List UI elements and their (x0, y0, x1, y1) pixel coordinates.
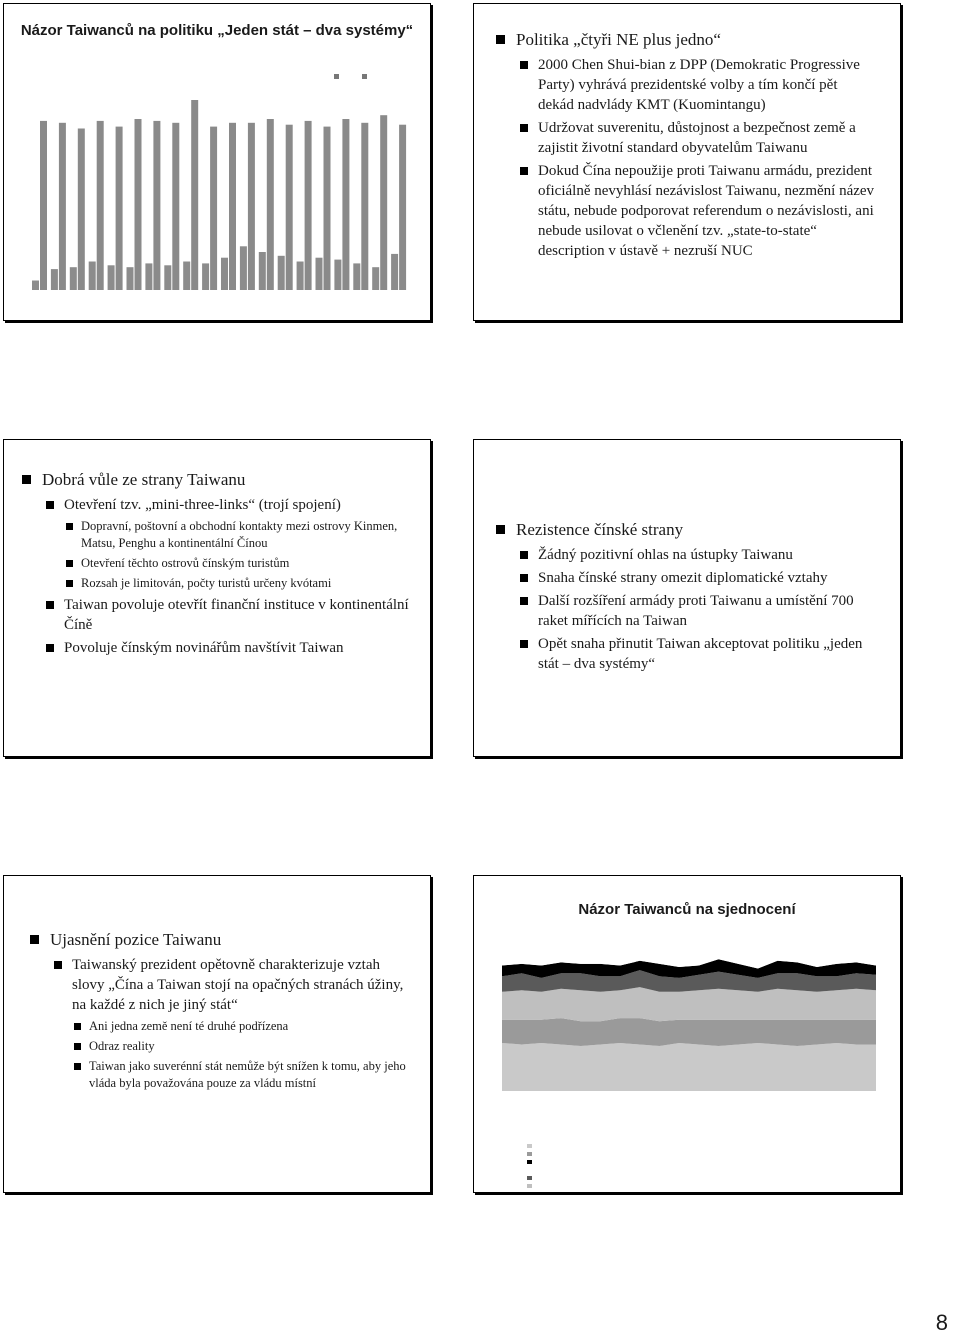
bar (59, 123, 66, 290)
bar (399, 125, 406, 290)
bar (391, 254, 398, 290)
bullet-text: Ani jedna země není té druhé podřízena (89, 1019, 289, 1033)
bullet-item-level-3 (74, 1058, 410, 1092)
bullet-text: Další rozšíření armády proti Taiwanu a umístění 700 raket mířících na Taiwan (538, 593, 854, 629)
bar-chart (4, 4, 430, 320)
bullet-text: Otevření tzv. „mini-three-links“ (trojí spojení) (64, 497, 341, 513)
bullet-text: Dobrá vůle ze strany Taiwanu (42, 470, 246, 489)
bullet-item-level-2 (520, 55, 876, 115)
bar (259, 252, 266, 290)
bullet-text: Politika „čtyři NE plus jedno“ (516, 30, 721, 49)
bullet-item-level-3 (66, 555, 414, 572)
area-series (502, 1018, 876, 1046)
area-series (502, 987, 876, 1021)
square-bullet-icon (30, 935, 39, 944)
bar (221, 258, 228, 290)
bar (297, 262, 304, 291)
bullet-text: Odraz reality (89, 1039, 155, 1053)
legend-marker (362, 74, 367, 79)
bar (324, 127, 331, 290)
bar (361, 123, 368, 290)
bar (135, 119, 142, 290)
bullet-item-level-2 (46, 595, 414, 635)
square-bullet-icon (520, 167, 528, 175)
square-bullet-icon (520, 574, 528, 582)
bar (278, 256, 285, 290)
bullet-text: Snaha čínské strany omezit diplomatické vztahy (538, 570, 828, 586)
bullet-text: Rozsah je limitován, počty turistů určeny kvótami (81, 576, 332, 590)
bullet-text: Dokud Čína nepoužije proti Taiwanu armádu, prezident oficiálně nevyhlásí nezávislost Taiwanu, nezmění název státu, nebude podporovat referendum o nezávislosti, ani nebude usilovat o včlenění tzv. „state-to-state“ description v ústavě + nezruší NUC (538, 163, 875, 259)
bullet-item-level-3 (74, 1018, 410, 1035)
area-series (502, 1043, 876, 1091)
legend-marker (527, 1184, 532, 1188)
legend-marker (527, 1160, 532, 1164)
bullet-text: Povoluje čínským novinářům navštívit Taiwan (64, 640, 344, 656)
square-bullet-icon (520, 640, 528, 648)
bar (267, 119, 274, 290)
bar (97, 121, 104, 290)
bar (229, 123, 236, 290)
slide-1 (3, 3, 431, 321)
bar (145, 263, 152, 290)
bullet-text: Žádný pozitivní ohlas na ústupky Taiwanu (538, 547, 793, 563)
square-bullet-icon (46, 601, 54, 609)
square-bullet-icon (520, 551, 528, 559)
bar (89, 262, 96, 291)
bar (164, 265, 171, 290)
legend-marker (527, 1152, 532, 1156)
bar (70, 267, 77, 290)
bullet-item-level-1 (30, 929, 410, 950)
bar (305, 121, 312, 290)
bar (202, 263, 209, 290)
bullet-item-level-3 (74, 1038, 410, 1055)
bar (372, 267, 379, 290)
bullet-item-level-2 (520, 568, 886, 588)
bullet-text: Udržovat suverenitu, důstojnost a bezpečnost země a zajistit životní standard obyvatelům Taiwanu (538, 120, 856, 156)
square-bullet-icon (66, 580, 73, 587)
bullet-item-level-3 (66, 518, 414, 552)
bar (183, 262, 190, 291)
legend-marker (527, 1168, 532, 1172)
square-bullet-icon (496, 525, 505, 534)
square-bullet-icon (74, 1043, 81, 1050)
bullet-list (496, 29, 876, 264)
square-bullet-icon (66, 523, 73, 530)
bar (32, 281, 39, 291)
legend-marker (527, 1176, 532, 1180)
square-bullet-icon (520, 597, 528, 605)
bar (380, 115, 387, 290)
bullet-list (496, 519, 886, 677)
bar (210, 127, 217, 290)
bar (116, 127, 123, 290)
bullet-text: Taiwanský prezident opětovně charakterizuje vztah slovy „Čína a Taiwan stojí na opačných stranách úžiny, na každé z nich je jiný stát“ (72, 957, 404, 1013)
bullet-item-level-2 (520, 161, 876, 261)
bar (172, 123, 179, 290)
bullet-item-level-2 (520, 545, 886, 565)
legend-marker (527, 1144, 532, 1148)
square-bullet-icon (66, 560, 73, 567)
square-bullet-icon (496, 35, 505, 44)
bar (248, 123, 255, 290)
area-chart (474, 876, 900, 1192)
bar (342, 119, 349, 290)
bar (51, 269, 58, 290)
bar (240, 246, 247, 290)
slide-5 (3, 875, 431, 1193)
square-bullet-icon (520, 61, 528, 69)
bullet-text: Taiwan povoluje otevřít finanční instituce v kontinentální Číně (64, 597, 409, 633)
bar (78, 129, 85, 291)
bullet-item-level-2 (520, 634, 886, 674)
bullet-item-level-1 (22, 469, 414, 490)
bullet-text: Ujasnění pozice Taiwanu (50, 930, 222, 949)
bullet-list (30, 929, 410, 1095)
bar (127, 267, 134, 290)
slide-6 (473, 875, 901, 1193)
bullet-text: 2000 Chen Shui-bian z DPP (Demokratic Progressive Party) vyhrává prezidentské volby a tím končí pět dekád nadvlády KMT (Kuomintangu) (538, 57, 860, 113)
square-bullet-icon (520, 124, 528, 132)
square-bullet-icon (74, 1063, 81, 1070)
bullet-list (22, 469, 414, 661)
square-bullet-icon (22, 475, 31, 484)
bar (286, 125, 293, 290)
bar (334, 260, 341, 290)
bullet-item-level-1 (496, 29, 876, 50)
bullet-text: Dopravní, poštovní a obchodní kontakty mezi ostrovy Kinmen, Matsu, Penghu a kontinentální Čínou (81, 519, 398, 550)
bullet-item-level-2 (46, 495, 414, 515)
bar (191, 100, 198, 290)
page-number: 8 (935, 1310, 948, 1335)
square-bullet-icon (46, 501, 54, 509)
bar (108, 265, 115, 290)
chart-title: Názor Taiwanců na sjednocení (578, 901, 796, 918)
bullet-item-level-2 (520, 118, 876, 158)
bullet-item-level-1 (496, 519, 886, 540)
bullet-text: Taiwan jako suverénní stát nemůže být snížen k tomu, aby jeho vláda byla považována pouze za vládu místní (89, 1059, 406, 1090)
square-bullet-icon (46, 644, 54, 652)
bar (316, 258, 323, 290)
slide-4 (473, 439, 901, 757)
chart-title: Názor Taiwanců na politiku „Jeden stát – dva systémy“ (20, 22, 414, 39)
bullet-text: Opět snaha přinutit Taiwan akceptovat politiku „jeden stát – dva systémy“ (538, 636, 863, 672)
legend-marker (334, 74, 339, 79)
bar (153, 121, 160, 290)
bullet-item-level-2 (46, 638, 414, 658)
bullet-text: Rezistence čínské strany (516, 520, 684, 539)
bullet-item-level-2 (520, 591, 886, 631)
bar (353, 263, 360, 290)
slide-3 (3, 439, 431, 757)
square-bullet-icon (54, 961, 62, 969)
slide-2 (473, 3, 901, 321)
bar (40, 121, 47, 290)
bullet-text: Otevření těchto ostrovů čínským turistům (81, 556, 290, 570)
square-bullet-icon (74, 1023, 81, 1030)
bullet-item-level-2 (54, 955, 410, 1015)
bullet-item-level-3 (66, 575, 414, 592)
